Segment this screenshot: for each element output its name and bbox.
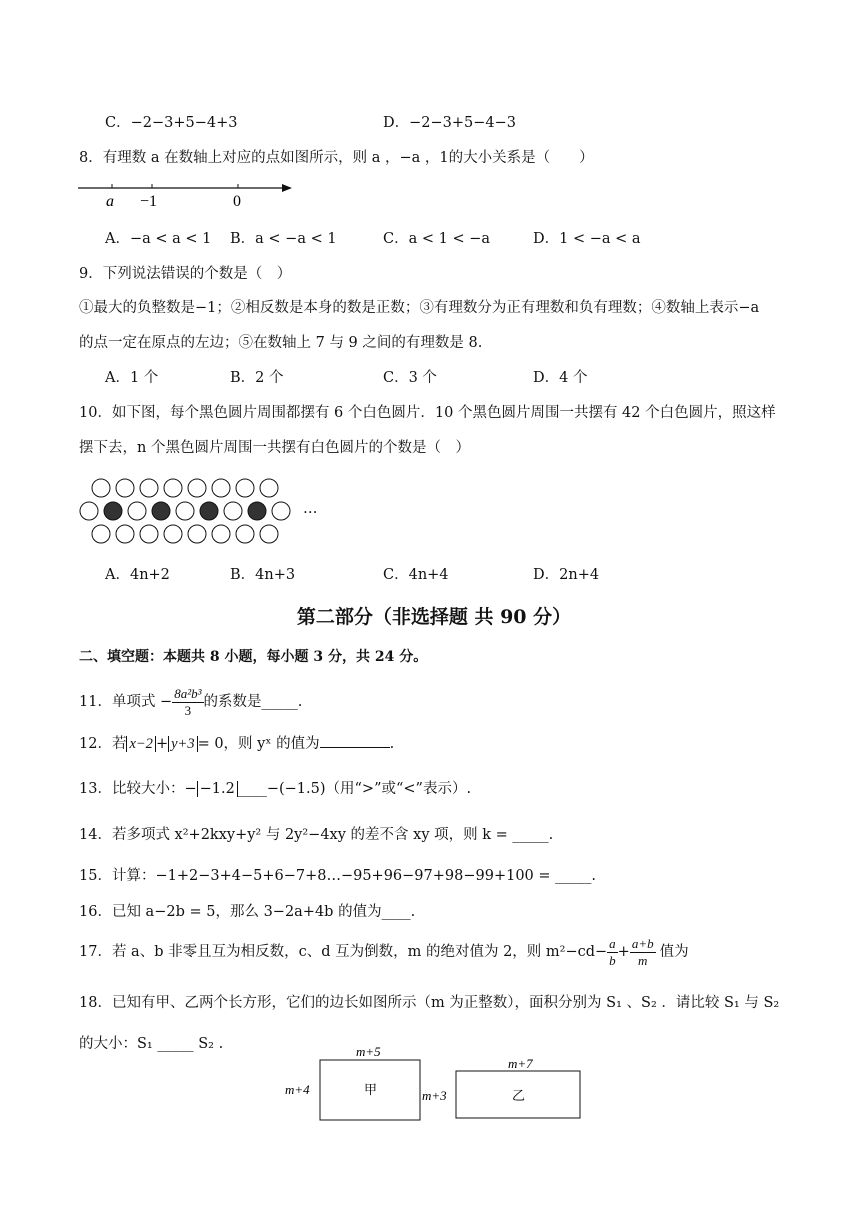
white-disc xyxy=(212,479,230,497)
number-line-arrow xyxy=(282,184,292,192)
rect-yi-side-label: m+3 xyxy=(422,1088,447,1103)
q10-option-a: A．4n+2 xyxy=(105,567,170,583)
q9-option-b: B．2 个 xyxy=(230,370,284,386)
white-disc xyxy=(164,525,182,543)
rect-jia-side-label: m+4 xyxy=(285,1082,310,1097)
white-disc xyxy=(92,525,110,543)
rectangles-figure xyxy=(280,1040,600,1124)
q11-numerator: 8a²b³ xyxy=(174,685,202,701)
q10-option-b: B．4n+3 xyxy=(230,567,296,583)
rect-yi-top-label: m+7 xyxy=(508,1056,533,1071)
q12-plus: + xyxy=(155,736,169,752)
q10-stem-line1: 10．如下图，每个黑色圆片周围都摆有 6 个白色圆片．10 个黑色圆片周围一共摆有 42 个白色圆片，照这样 xyxy=(79,405,776,421)
q16: 16．已知 a−2b = 5，那么 3−2a+4b 的值为____. xyxy=(79,904,416,920)
q9-statements-line2: 的点一定在原点的左边；⑤在数轴上 7 与 9 之间的有理数是 8. xyxy=(79,335,483,351)
q12-abs2: y+3 xyxy=(168,736,197,752)
white-disc xyxy=(188,479,206,497)
q10-option-d: D．2n+4 xyxy=(533,567,600,583)
q18-line1: 18．已知有甲、乙两个长方形，它们的边长如图所示（m 为正整数），面积分别为 S₁ 、S₂ ．请比较 S₁ 与 S₂ xyxy=(79,995,780,1011)
white-disc xyxy=(140,479,158,497)
white-disc xyxy=(260,479,278,497)
q9-statements-line1: ①最大的负整数是−1；②相反数是本身的数是正数；③有理数分为正有理数和负有理数；④数轴上表示−a xyxy=(79,300,760,316)
white-disc xyxy=(236,479,254,497)
figure-ellipsis: … xyxy=(303,501,318,517)
q17-suffix: 值为 xyxy=(659,944,689,960)
q17-plus: + xyxy=(617,944,630,960)
q7-option-d: D．−2−3+5−4−3 xyxy=(383,115,516,131)
black-disc xyxy=(152,502,170,520)
q11-suffix: 的系数是_____. xyxy=(203,694,303,710)
white-disc xyxy=(176,502,194,520)
q14: 14．若多项式 x²+2kxy+y² 与 2y²−4xy 的差不含 xy 项，则 k = _____. xyxy=(79,827,554,843)
q8-option-a: A．−a < a < 1 xyxy=(105,231,212,247)
q17-prefix: 17．若 a、b 非零且互为相反数，c、d 互为倒数，m 的绝对值为 2，则 m²−cd− xyxy=(79,944,608,960)
q11-denominator: 3 xyxy=(184,702,192,718)
white-disc xyxy=(80,502,98,520)
white-disc xyxy=(188,525,206,543)
axis-label-neg1: −1 xyxy=(140,193,158,210)
q17-fraction-1 xyxy=(607,936,618,969)
q9-option-c: C．3 个 xyxy=(383,370,437,386)
q13 xyxy=(79,779,471,799)
q8-option-c: C．a < 1 < −a xyxy=(383,231,490,247)
fill-in-section-header: 二、填空题：本题共 8 小题，每小题 3 分，共 24 分。 xyxy=(79,649,428,665)
q7-option-c: C．−2−3+5−4+3 xyxy=(105,115,238,131)
q17-frac2-num: a+b xyxy=(631,935,654,951)
q12-mid: = 0，则 yˣ 的值为 xyxy=(197,736,320,752)
part2-title: 第二部分（非选择题 共 90 分） xyxy=(296,606,572,628)
q11 xyxy=(79,685,302,719)
q9-stem: 9．下列说法错误的个数是（ ） xyxy=(79,266,292,282)
q12 xyxy=(79,733,394,754)
q17-frac1-num: a xyxy=(609,935,616,951)
q17-fraction-2 xyxy=(630,936,656,969)
white-disc xyxy=(164,479,182,497)
white-disc xyxy=(212,525,230,543)
q13-mid: ____−(−1.5)（用“>”或“<”表示）. xyxy=(237,781,472,797)
white-disc xyxy=(224,502,242,520)
white-disc xyxy=(236,525,254,543)
rect-yi-label: 乙 xyxy=(512,1089,526,1104)
q17-frac1-den: b xyxy=(609,952,616,968)
white-disc xyxy=(140,525,158,543)
q11-fraction xyxy=(172,686,203,719)
axis-label-a: a xyxy=(106,193,114,210)
q17-frac2-den: m xyxy=(638,952,648,968)
black-disc xyxy=(200,502,218,520)
rect-jia-top-label: m+5 xyxy=(356,1044,381,1059)
q8-stem: 8．有理数 a 在数轴上对应的点如图所示，则 a ，−a ，1的大小关系是（ ） xyxy=(79,150,594,166)
white-disc xyxy=(128,502,146,520)
q17 xyxy=(79,934,689,970)
q8-option-d: D．1 < −a < a xyxy=(533,231,641,247)
white-disc xyxy=(92,479,110,497)
q8-option-b: B．a < −a < 1 xyxy=(230,231,337,247)
q9-option-d: D．4 个 xyxy=(533,370,588,386)
q12-end: . xyxy=(389,736,395,752)
disc-pattern-figure xyxy=(76,470,326,552)
q12-answer-blank[interactable] xyxy=(320,733,390,748)
black-disc xyxy=(248,502,266,520)
q18-line2: 的大小：S₁ _____ S₂ . xyxy=(79,1036,224,1052)
white-disc xyxy=(260,525,278,543)
q11-prefix: 11．单项式 − xyxy=(79,694,173,710)
q13-prefix: 13．比较大小：− xyxy=(79,781,197,797)
q12-abs1: x−2 xyxy=(126,736,155,752)
q9-option-a: A．1 个 xyxy=(105,370,159,386)
q12-prefix: 12．若 xyxy=(79,736,127,752)
white-disc xyxy=(272,502,290,520)
rect-jia-label: 甲 xyxy=(364,1083,378,1098)
q10-stem-line2: 摆下去，n 个黑色圆片周围一共摆有白色圆片的个数是（ ） xyxy=(79,440,470,456)
black-disc xyxy=(104,502,122,520)
q13-abs: −1.2 xyxy=(197,781,238,797)
q15: 15．计算：−1+2−3+4−5+6−7+8…−95+96−97+98−99+100 = _____. xyxy=(79,868,597,884)
q10-option-c: C．4n+4 xyxy=(383,567,449,583)
number-line-figure xyxy=(78,178,308,212)
white-disc xyxy=(116,525,134,543)
axis-label-zero: 0 xyxy=(233,193,241,210)
white-disc xyxy=(116,479,134,497)
